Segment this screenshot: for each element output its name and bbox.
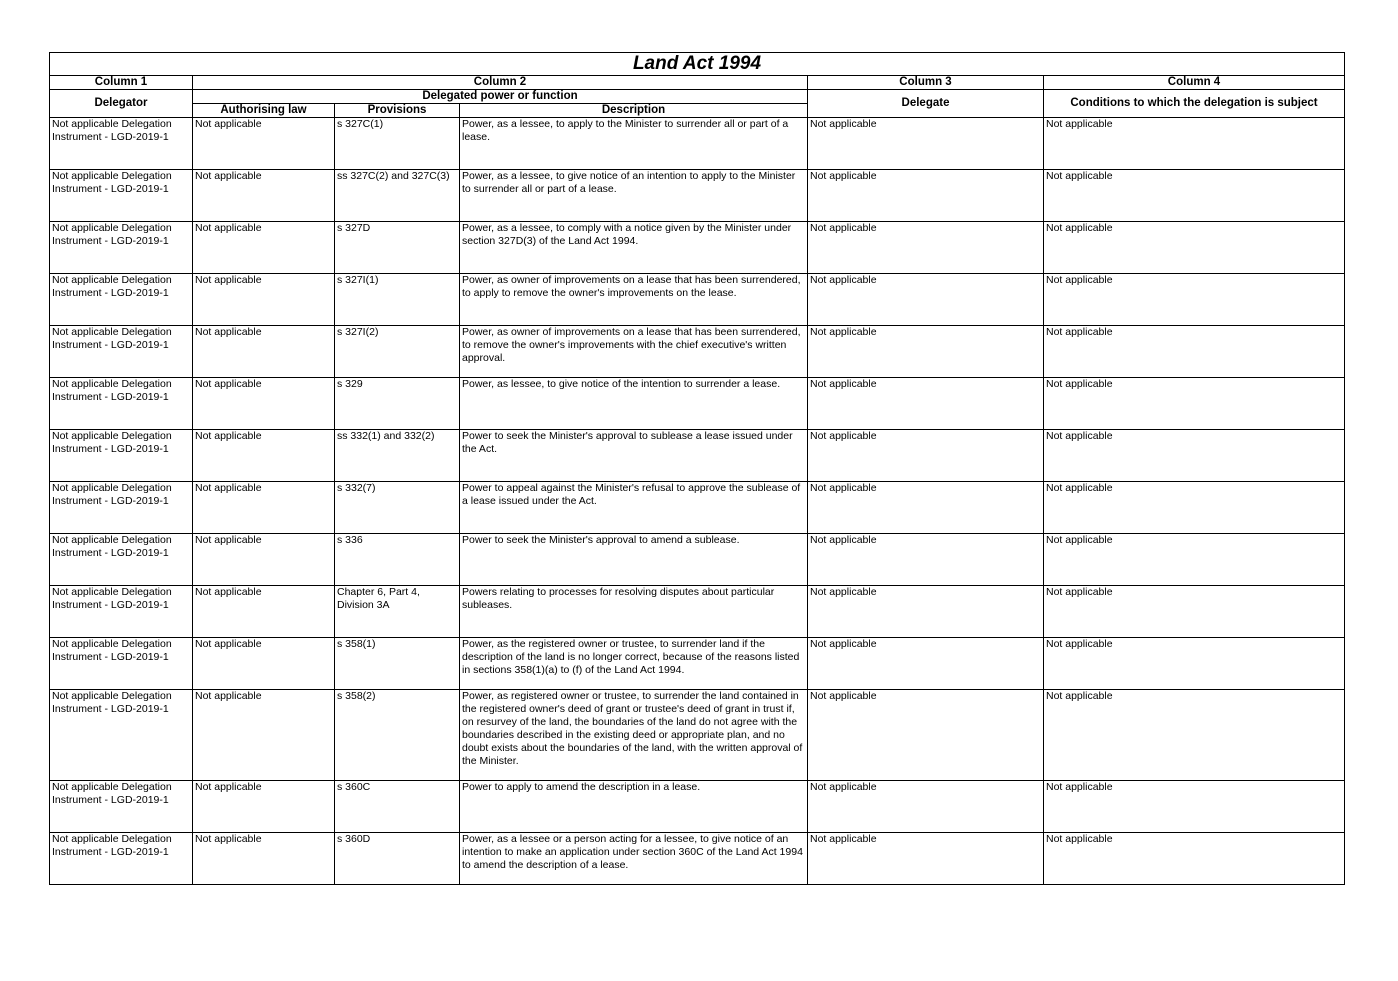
delegate-cell: Not applicable — [808, 534, 1044, 586]
conditions-cell: Not applicable — [1044, 326, 1345, 378]
authorising-law-cell: Not applicable — [193, 690, 335, 781]
delegator-cell: Not applicable Delegation Instrument - LGD-2019-1 — [50, 378, 193, 430]
conditions-cell: Not applicable — [1044, 378, 1345, 430]
description-cell: Power to seek the Minister's approval to sublease a lease issued under the Act. — [460, 430, 808, 482]
delegate-header: Delegate — [808, 90, 1044, 118]
provisions-cell: s 360C — [335, 781, 460, 833]
column-3-header: Column 3 — [808, 76, 1044, 90]
table-row — [50, 586, 1345, 638]
provisions-cell: s 327I(2) — [335, 326, 460, 378]
authorising-law-cell: Not applicable — [193, 638, 335, 690]
conditions-cell: Not applicable — [1044, 222, 1345, 274]
authorising-law-cell: Not applicable — [193, 833, 335, 885]
description-cell: Power to apply to amend the description in a lease. — [460, 781, 808, 833]
authorising-law-cell: Not applicable — [193, 534, 335, 586]
delegator-cell: Not applicable Delegation Instrument - LGD-2019-1 — [50, 274, 193, 326]
description-cell: Power, as lessee, to give notice of the intention to surrender a lease. — [460, 378, 808, 430]
table-row — [50, 534, 1345, 586]
authorising-law-cell: Not applicable — [193, 326, 335, 378]
provisions-cell: s 332(7) — [335, 482, 460, 534]
table-row — [50, 482, 1345, 534]
delegate-cell: Not applicable — [808, 326, 1044, 378]
authorising-law-cell: Not applicable — [193, 482, 335, 534]
description-cell: Power to appeal against the Minister's refusal to approve the sublease of a lease issued under the Act. — [460, 482, 808, 534]
delegator-cell: Not applicable Delegation Instrument - LGD-2019-1 — [50, 833, 193, 885]
authorising-law-cell: Not applicable — [193, 170, 335, 222]
provisions-header: Provisions — [335, 104, 460, 118]
conditions-cell: Not applicable — [1044, 781, 1345, 833]
conditions-cell: Not applicable — [1044, 638, 1345, 690]
description-cell: Power, as a lessee or a person acting for a lessee, to give notice of an intention to make an application under section 360C of the Land Act 1994 to amend the description of a lease. — [460, 833, 808, 885]
conditions-cell: Not applicable — [1044, 170, 1345, 222]
authorising-law-cell: Not applicable — [193, 430, 335, 482]
table-row — [50, 326, 1345, 378]
description-cell: Power, as the registered owner or trustee, to surrender land if the description of the land is no longer correct, because of the reasons listed in sections 358(1)(a) to (f) of the Land Act 1994. — [460, 638, 808, 690]
provisions-cell: s 358(2) — [335, 690, 460, 781]
provisions-cell: ss 332(1) and 332(2) — [335, 430, 460, 482]
provisions-cell: ss 327C(2) and 327C(3) — [335, 170, 460, 222]
description-cell: Power to seek the Minister's approval to amend a sublease. — [460, 534, 808, 586]
conditions-cell: Not applicable — [1044, 534, 1345, 586]
column-4-header: Column 4 — [1044, 76, 1345, 90]
table-row — [50, 222, 1345, 274]
delegator-cell: Not applicable Delegation Instrument - LGD-2019-1 — [50, 170, 193, 222]
delegation-table — [49, 52, 1345, 885]
delegator-cell: Not applicable Delegation Instrument - LGD-2019-1 — [50, 638, 193, 690]
delegate-cell: Not applicable — [808, 586, 1044, 638]
delegate-cell: Not applicable — [808, 222, 1044, 274]
delegator-header: Delegator — [50, 90, 193, 118]
table-row — [50, 833, 1345, 885]
conditions-header: Conditions to which the delegation is subject — [1044, 90, 1345, 118]
authorising-law-cell: Not applicable — [193, 222, 335, 274]
provisions-cell: s 327C(1) — [335, 118, 460, 170]
authorising-law-header: Authorising law — [193, 104, 335, 118]
provisions-cell: s 336 — [335, 534, 460, 586]
delegator-cell: Not applicable Delegation Instrument - LGD-2019-1 — [50, 326, 193, 378]
table-row — [50, 118, 1345, 170]
conditions-cell: Not applicable — [1044, 430, 1345, 482]
delegator-cell: Not applicable Delegation Instrument - LGD-2019-1 — [50, 430, 193, 482]
delegate-cell: Not applicable — [808, 170, 1044, 222]
authorising-law-cell: Not applicable — [193, 378, 335, 430]
provisions-cell: s 329 — [335, 378, 460, 430]
conditions-cell: Not applicable — [1044, 274, 1345, 326]
delegator-cell: Not applicable Delegation Instrument - LGD-2019-1 — [50, 781, 193, 833]
delegate-cell: Not applicable — [808, 781, 1044, 833]
conditions-cell: Not applicable — [1044, 586, 1345, 638]
table-row — [50, 781, 1345, 833]
authorising-law-cell: Not applicable — [193, 781, 335, 833]
delegator-cell: Not applicable Delegation Instrument - LGD-2019-1 — [50, 482, 193, 534]
provisions-cell: s 360D — [335, 833, 460, 885]
delegator-cell: Not applicable Delegation Instrument - LGD-2019-1 — [50, 586, 193, 638]
provisions-cell: s 327I(1) — [335, 274, 460, 326]
conditions-cell: Not applicable — [1044, 118, 1345, 170]
description-cell: Power, as owner of improvements on a lease that has been surrendered, to apply to remove the owner's improvements on the lease. — [460, 274, 808, 326]
description-cell: Power, as a lessee, to comply with a notice given by the Minister under section 327D(3) of the Land Act 1994. — [460, 222, 808, 274]
table-row — [50, 430, 1345, 482]
delegate-cell: Not applicable — [808, 690, 1044, 781]
delegate-cell: Not applicable — [808, 638, 1044, 690]
description-cell: Power, as a lessee, to apply to the Minister to surrender all or part of a lease. — [460, 118, 808, 170]
description-cell: Power, as registered owner or trustee, to surrender the land contained in the registered owner's deed of grant or trustee's deed of grant in trust if, on resurvey of the land, the boundaries of the land do not agree with the boundaries described in the existing deed or appropriate plan, and no doubt exists about the boundaries of the land, with the written approval of the Minister. — [460, 690, 808, 781]
provisions-cell: Chapter 6, Part 4, Division 3A — [335, 586, 460, 638]
document-title: Land Act 1994 — [50, 53, 1345, 76]
authorising-law-cell: Not applicable — [193, 274, 335, 326]
delegate-cell: Not applicable — [808, 833, 1044, 885]
authorising-law-cell: Not applicable — [193, 118, 335, 170]
column-1-header: Column 1 — [50, 76, 193, 90]
table-row — [50, 170, 1345, 222]
table-row — [50, 274, 1345, 326]
delegator-cell: Not applicable Delegation Instrument - LGD-2019-1 — [50, 690, 193, 781]
description-cell: Power, as a lessee, to give notice of an intention to apply to the Minister to surrender all or part of a lease. — [460, 170, 808, 222]
column-2-header: Column 2 — [193, 76, 808, 90]
delegate-cell: Not applicable — [808, 378, 1044, 430]
conditions-cell: Not applicable — [1044, 833, 1345, 885]
conditions-cell: Not applicable — [1044, 690, 1345, 781]
description-header: Description — [460, 104, 808, 118]
provisions-cell: s 358(1) — [335, 638, 460, 690]
authorising-law-cell: Not applicable — [193, 586, 335, 638]
delegate-cell: Not applicable — [808, 118, 1044, 170]
delegator-cell: Not applicable Delegation Instrument - LGD-2019-1 — [50, 222, 193, 274]
table-row — [50, 638, 1345, 690]
table-row — [50, 690, 1345, 781]
delegator-cell: Not applicable Delegation Instrument - LGD-2019-1 — [50, 534, 193, 586]
delegated-power-header: Delegated power or function — [193, 90, 808, 104]
delegate-cell: Not applicable — [808, 274, 1044, 326]
table-row — [50, 378, 1345, 430]
conditions-cell: Not applicable — [1044, 482, 1345, 534]
description-cell: Powers relating to processes for resolving disputes about particular subleases. — [460, 586, 808, 638]
provisions-cell: s 327D — [335, 222, 460, 274]
delegate-cell: Not applicable — [808, 430, 1044, 482]
delegator-cell: Not applicable Delegation Instrument - LGD-2019-1 — [50, 118, 193, 170]
description-cell: Power, as owner of improvements on a lease that has been surrendered, to remove the owner's improvements with the chief executive's written approval. — [460, 326, 808, 378]
delegate-cell: Not applicable — [808, 482, 1044, 534]
